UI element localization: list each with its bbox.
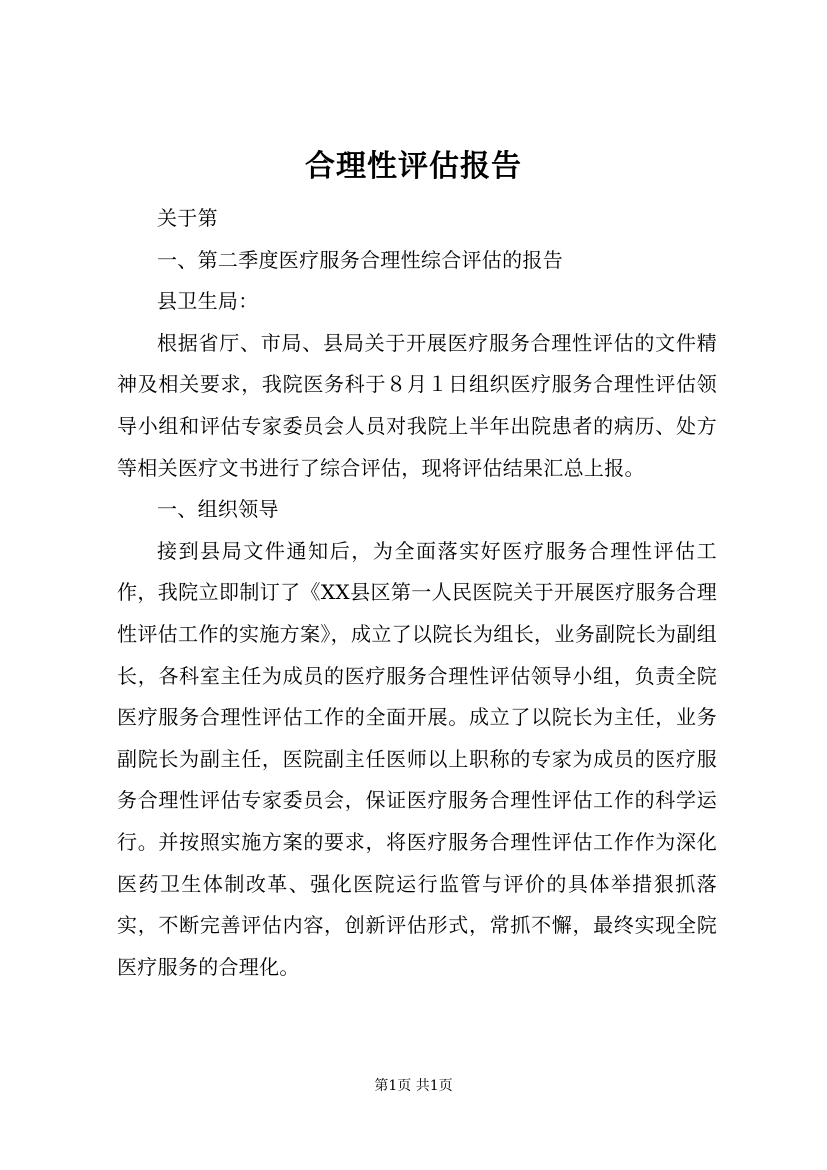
- paragraph-addressee: 县卫生局：: [157, 289, 259, 314]
- paragraph-heading-prefix: 关于第: [157, 206, 218, 230]
- paragraph-organization-body: 接到县局文件通知后，为全面落实好医疗服务合理性评估工作，我院立即制订了《XX县区第一人民医院关于开展医疗服务合理性评估工作的实施方案》，成立了以院长为组长，业务副院长为副组长，各科室主任为成员的医疗服务合理性评估领导小组，负责全院医疗服务合理性评估工作的全面开展。成立了以院长为主任，业务副院长为副主任，医院副主任医师以上职称的专家为成员的医疗服务合理性评估专家委员会，保证医疗服务合理性评估工作的科学运行。并按照实施方案的要求，将医疗服务合理性评估工作作为深化医药卫生体制改革、强化医院运行监管与评价的具体举措狠抓落实，不断完善评估内容，创新评估形式，常抓不懈，最终实现全院医疗服务的合理化。: [117, 538, 717, 979]
- document-body: [117, 198, 717, 988]
- document-title: 合理性评估报告: [305, 149, 522, 184]
- page-footer: 第1页 共1页: [374, 1078, 453, 1094]
- section-heading-organization: 一、组织领导: [157, 497, 279, 522]
- paragraph-introduction: 根据省厅、市局、县局关于开展医疗服务合理性评估的文件精神及相关要求，我院医务科于８月１日组织医疗服务合理性评估领导小组和评估专家委员会人员对我院上半年出院患者的病历、处方等相关医疗文书进行了综合评估，现将评估结果汇总上报。: [117, 330, 717, 480]
- paragraph-report-subject: 一、第二季度医疗服务合理性综合评估的报告: [157, 247, 563, 272]
